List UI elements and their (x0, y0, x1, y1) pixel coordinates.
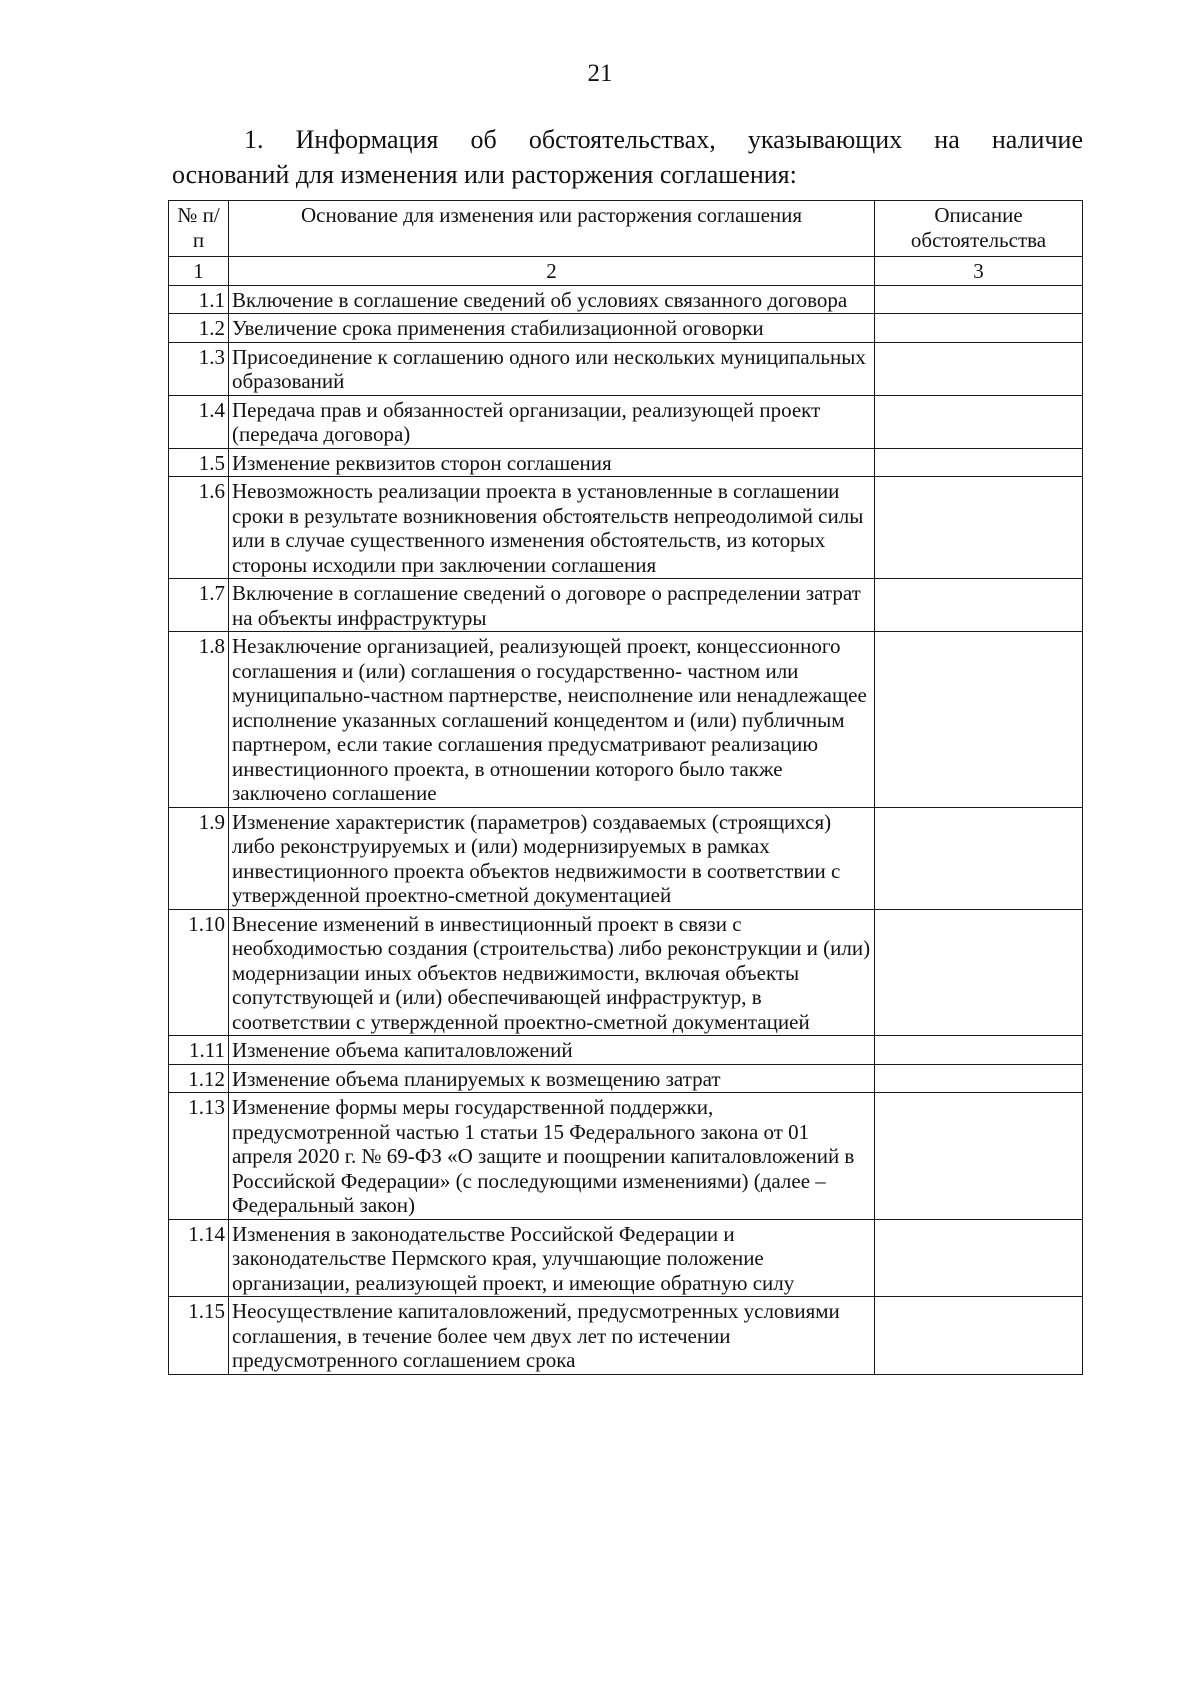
table-row (169, 342, 1083, 395)
row-basis: Изменение объема капиталовложений (229, 1036, 875, 1065)
table-row (169, 314, 1083, 343)
row-description (875, 285, 1083, 314)
row-number: 1.5 (169, 448, 229, 477)
table-row (169, 395, 1083, 448)
row-basis: Невозможность реализации проекта в установленные в соглашении сроки в результате возникновения обстоятельств непреодолимой силы или в случае существенного изменения обстоятельств, из которых стороны исходили при заключении соглашения (229, 477, 875, 579)
row-description (875, 632, 1083, 808)
header-basis: Основание для изменения или расторжения соглашения (229, 201, 875, 257)
row-number: 1.12 (169, 1064, 229, 1093)
row-basis: Передача прав и обязанностей организации, реализующей проект (передача договора) (229, 395, 875, 448)
table-row (169, 477, 1083, 579)
row-basis: Увеличение срока применения стабилизационной оговорки (229, 314, 875, 343)
row-number: 1.10 (169, 909, 229, 1036)
column-index-1: 1 (169, 257, 229, 286)
row-number: 1.1 (169, 285, 229, 314)
row-number: 1.15 (169, 1297, 229, 1375)
table-row (169, 1093, 1083, 1220)
row-basis: Присоединение к соглашению одного или нескольких муниципальных образований (229, 342, 875, 395)
row-basis: Изменение реквизитов сторон соглашения (229, 448, 875, 477)
row-number: 1.9 (169, 807, 229, 909)
grounds-table (168, 200, 1083, 1375)
row-number: 1.8 (169, 632, 229, 808)
row-number: 1.6 (169, 477, 229, 579)
row-description (875, 807, 1083, 909)
row-basis: Внесение изменений в инвестиционный проект в связи с необходимостью создания (строительства) либо реконструкции и (или) модернизации иных объектов недвижимости, включая объекты сопутствующей и (или) обеспечивающей инфраструктур, в соответствии с утвержденной проектно-сметной документацией (229, 909, 875, 1036)
row-basis: Изменения в законодательстве Российской Федерации и законодательстве Пермского края, улучшающие положение организации, реализующей проект, и имеющие обратную силу (229, 1219, 875, 1297)
table-row (169, 1219, 1083, 1297)
table-row (169, 1297, 1083, 1375)
row-description (875, 579, 1083, 632)
table-row (169, 579, 1083, 632)
table-body (169, 285, 1083, 1374)
row-number: 1.7 (169, 579, 229, 632)
section-heading-line-1: 1. Информация об обстоятельствах, указывающих на наличие (244, 125, 1083, 154)
row-basis: Изменение характеристик (параметров) создаваемых (строящихся) либо реконструируемых и (или) модернизируемых в рамках инвестиционного проекта объектов недвижимости в соответствии с утвержденной проектно-сметной документацией (229, 807, 875, 909)
table-row (169, 1064, 1083, 1093)
column-index-row (169, 257, 1083, 286)
row-number: 1.14 (169, 1219, 229, 1297)
row-number: 1.2 (169, 314, 229, 343)
row-number: 1.4 (169, 395, 229, 448)
row-description (875, 314, 1083, 343)
row-description (875, 1036, 1083, 1065)
table-row (169, 448, 1083, 477)
row-description (875, 342, 1083, 395)
header-number: № п/п (169, 201, 229, 257)
row-basis: Изменение формы меры государственной поддержки, предусмотренной частью 1 статьи 15 Федерального закона от 01 апреля 2020 г. № 69-ФЗ «О защите и поощрении капиталовложений в Российской Федерации» (с последующими изменениями) (далее – Федеральный закон) (229, 1093, 875, 1220)
row-basis: Незаключение организацией, реализующей проект, концессионного соглашения и (или) соглашения о государственно- частном или муниципально-частном партнерстве, неисполнение или ненадлежащее исполнение указанных соглашений концедентом и (или) публичным партнером, если такие соглашения предусматривают реализацию инвестиционного проекта, в отношении которого было также заключено соглашение (229, 632, 875, 808)
table-row (169, 909, 1083, 1036)
row-description (875, 1219, 1083, 1297)
row-description (875, 477, 1083, 579)
row-description (875, 1093, 1083, 1220)
row-basis: Изменение объема планируемых к возмещению затрат (229, 1064, 875, 1093)
row-basis: Включение в соглашение сведений об условиях связанного договора (229, 285, 875, 314)
row-description (875, 1297, 1083, 1375)
section-heading-line-2: оснований для изменения или расторжения соглашения: (172, 160, 797, 189)
header-description: Описание обстоятельства (875, 201, 1083, 257)
table-row (169, 285, 1083, 314)
table-header-row (169, 201, 1083, 257)
table-row (169, 632, 1083, 808)
row-basis: Включение в соглашение сведений о договоре о распределении затрат на объекты инфраструктуры (229, 579, 875, 632)
section-heading (172, 122, 1083, 192)
column-index-2: 2 (229, 257, 875, 286)
column-index-3: 3 (875, 257, 1083, 286)
row-description (875, 909, 1083, 1036)
row-basis: Неосуществление капиталовложений, предусмотренных условиями соглашения, в течение более чем двух лет по истечении предусмотренного соглашением срока (229, 1297, 875, 1375)
page-number: 21 (587, 60, 613, 87)
row-number: 1.3 (169, 342, 229, 395)
row-description (875, 395, 1083, 448)
row-number: 1.13 (169, 1093, 229, 1220)
row-description (875, 448, 1083, 477)
row-number: 1.11 (169, 1036, 229, 1065)
table-row (169, 1036, 1083, 1065)
table-row (169, 807, 1083, 909)
row-description (875, 1064, 1083, 1093)
